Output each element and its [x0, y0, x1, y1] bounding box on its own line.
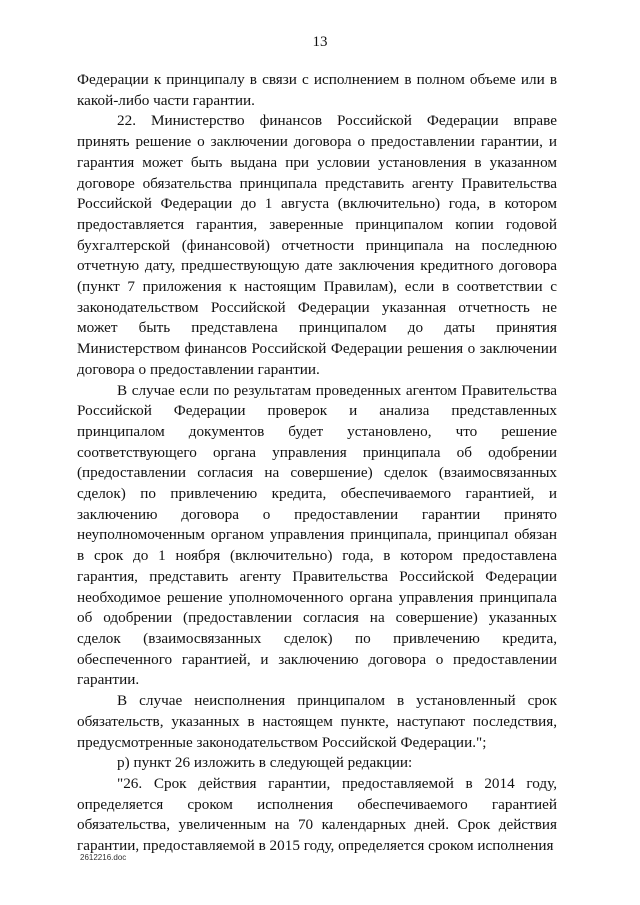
paragraph-continuation: Федерации к принципалу в связи с исполнением в полном объеме или в какой-либо части гарантии. [77, 71, 557, 109]
paragraph-amendment-r: р) пункт 26 изложить в следующей редакции: [117, 754, 413, 772]
paragraph-verification: В случае если по результатам проведенных агентом Правительства Российской Федерации проверок и анализа представленных принципалом документов будет установлено, что решение соответствующего органа управления принципала об одобрении (предоставлении согласия на совершение) сделок (взаимосвязанных сделок) по привлечению кредита, обеспечиваемого гарантией, и заключению договора о предоставлении гарантии принято неуполномоченным органом управления принципала, принципал обязан в срок до 1 ноября (включительно) года, в котором предоставлена гарантия, представить агенту Правительства Российской Федерации необходимое решение уполномоченного органа управления принципала об одобрении (предоставлении согласия на совершение) указанных сделок (взаимосвязанных сделок) по привлечению кредита, обеспеченного гарантией, и заключению договора о предоставлении гарантии. [77, 381, 557, 689]
page-number: 13 [312, 34, 328, 50]
paragraph-item-22: 22. Министерство финансов Российской Федерации вправе принять решение о заключении договора о предоставлении гарантии, и гарантия может быть выдана при условии установления в указанном договоре обязательства принципала представить агенту Правительства Российской Федерации до 1 августа (включительно) года, в котором предоставляется гарантия, заверенные принципалом копии годовой бухгалтерской (финансовой) отчетности принципала на последнюю отчетную дату, предшествующую дате заключения кредитного договора (пункт 7 приложения к настоящим Правилам), если в соответствии с законодательством Российской Федерации указанная отчетность не может быть представлена принципалом до даты принятия Министерством финансов Российской Федерации решения о заключении договора о предоставлении гарантии. [77, 112, 557, 378]
paragraph-consequences: В случае неисполнения принципалом в установленный срок обязательств, указанных в настоящем пункте, наступают последствия, предусмотренные законодательством Российской Федерации."; [77, 692, 557, 751]
document-body [77, 70, 557, 857]
paragraph-item-26: "26. Срок действия гарантии, предоставляемой в 2014 году, определяется сроком исполнения обеспечиваемого гарантией обязательства, увеличенным на 70 календарных дней. Срок действия гарантии, предоставляемой в 2015 году, определяется сроком исполнения [77, 774, 557, 855]
footer-file-name: 2612216.doc [80, 853, 127, 862]
